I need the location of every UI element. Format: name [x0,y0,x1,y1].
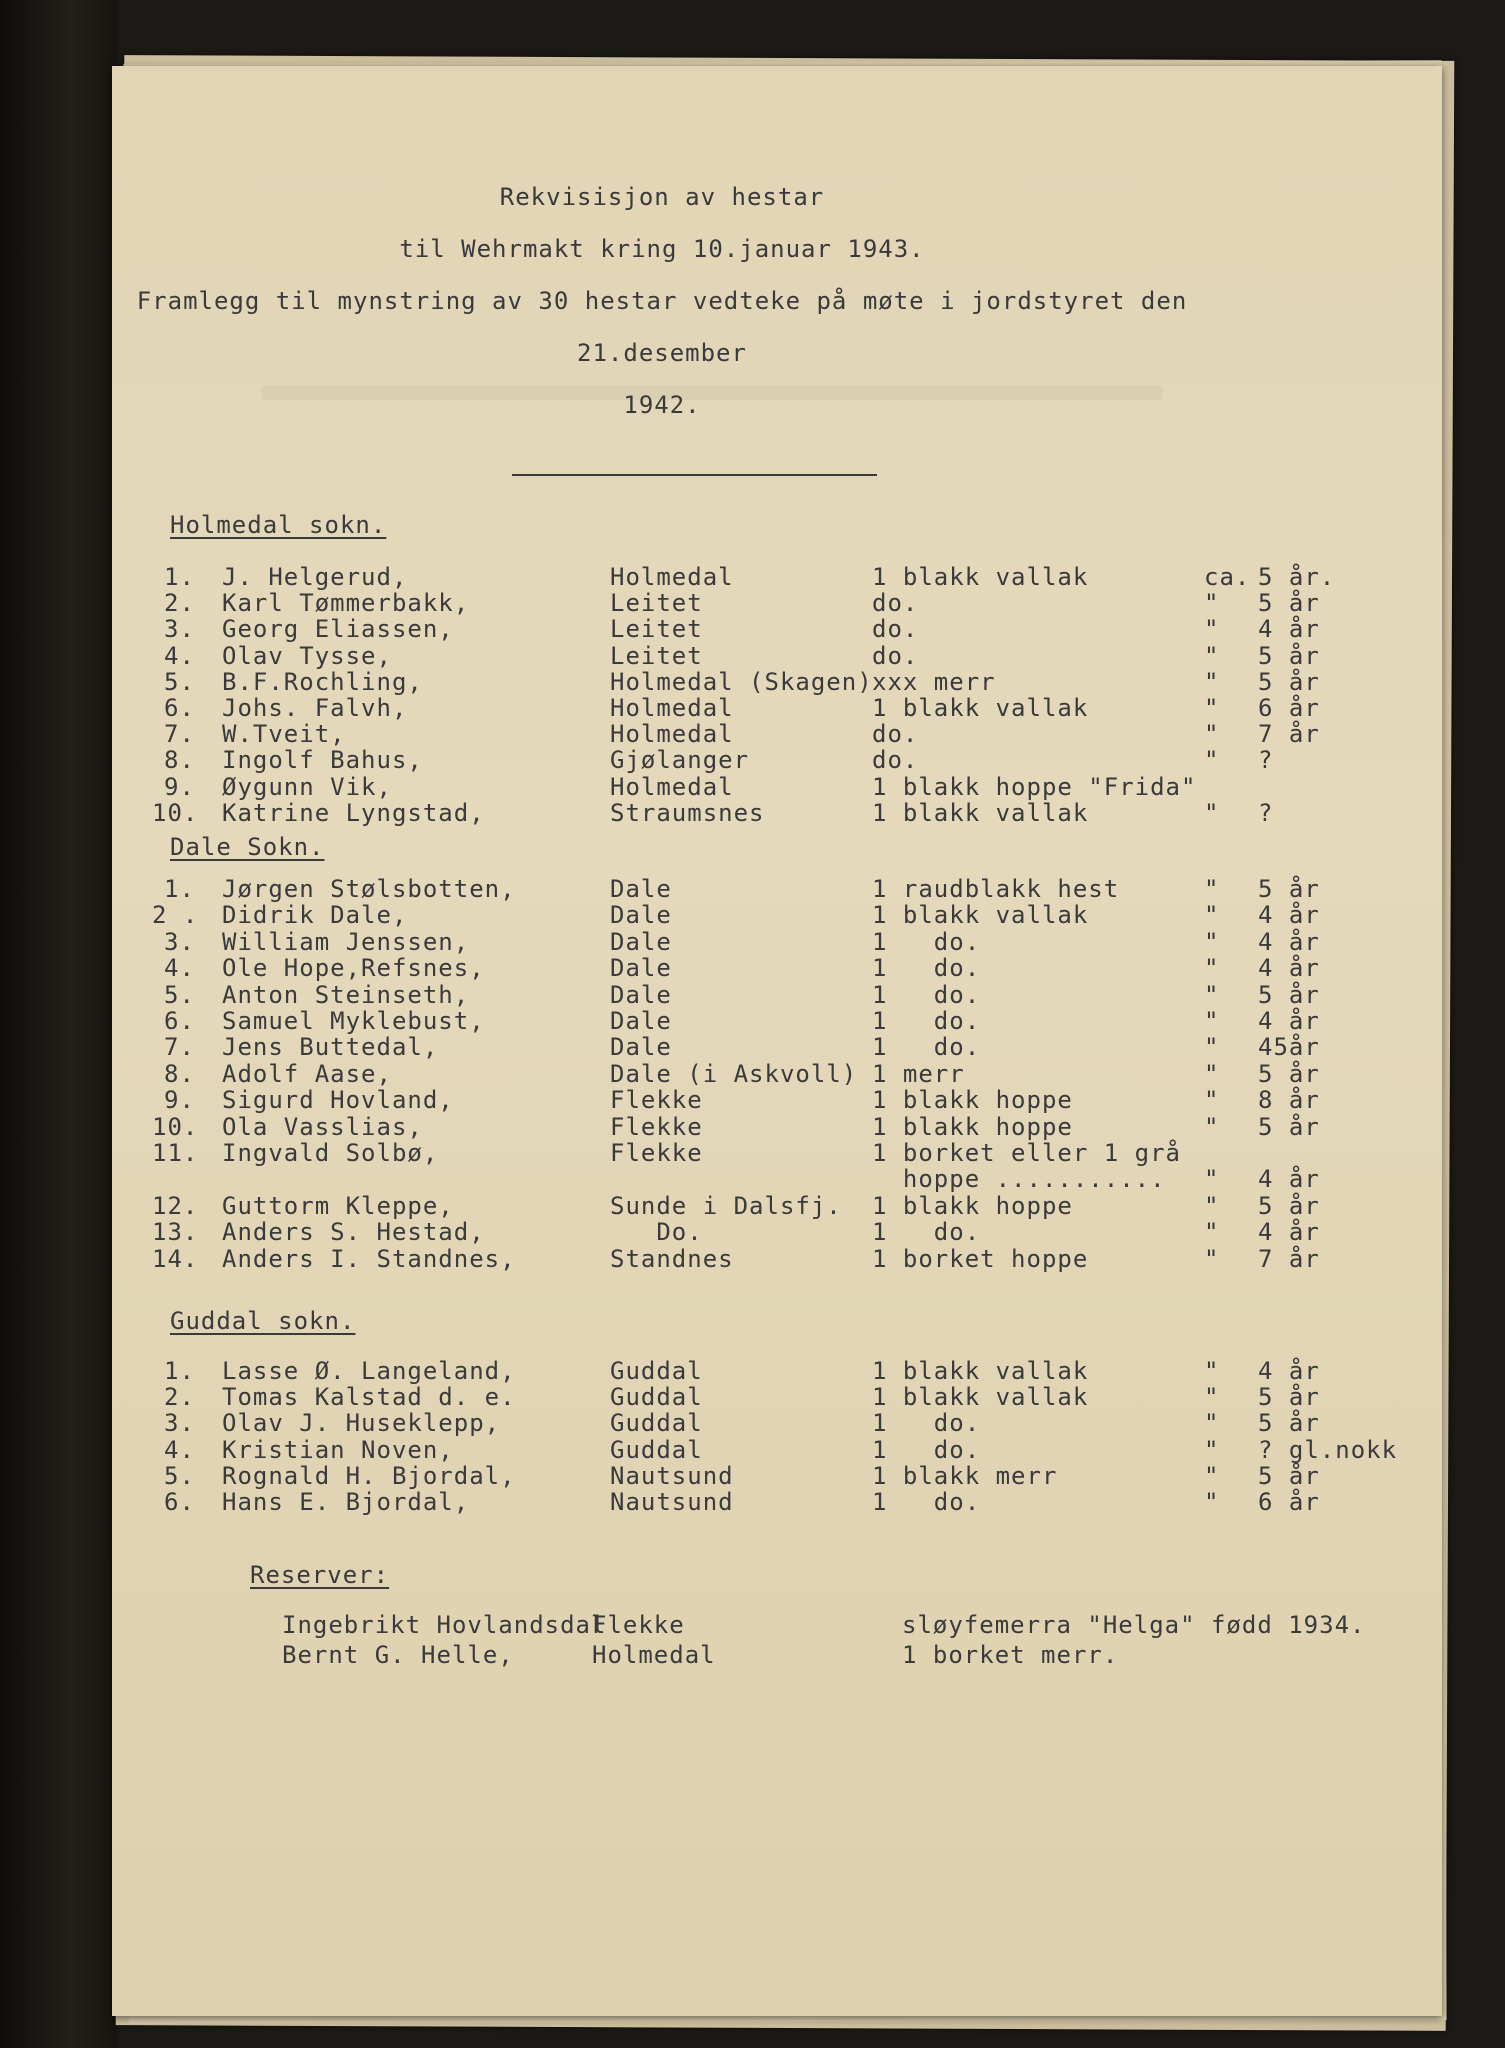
row-no: 4. [164,641,195,670]
section-heading: Holmedal sokn. [170,511,387,539]
row-no: 6. [164,694,195,722]
title-line-5: 1942. [623,391,701,419]
section-heading: Dale Sokn. [170,833,325,861]
row-age: 4 år [1258,1357,1320,1385]
row-horse: do. [872,641,919,670]
document-page [112,66,1442,2016]
row-ditto: " [1204,1086,1220,1115]
row-name: Guttorm Kleppe, [222,1191,454,1220]
row-no: 14. [152,1244,199,1273]
row-no: 2. [164,1383,195,1412]
row-age: 4 år [1258,901,1320,930]
row-place: Dale [610,901,672,930]
row-horse: 1 do. [872,927,981,956]
row-ditto: " [1204,980,1220,1009]
reserve-horse: 1 borket merr. [902,1641,1119,1669]
row-no: 6. [164,1488,195,1516]
row-place: Holmedal (Skagen) [610,667,873,696]
row-age: ? [1258,798,1274,827]
row-age: 4 år [1258,954,1320,983]
title-line-4: 21.desember [577,339,747,367]
row-age: 4 år [1258,1218,1320,1247]
row-ditto: " [1204,1165,1220,1194]
row-place: Dale [610,875,672,903]
row-horse: 1 do. [872,1409,981,1438]
row-place: Dale [610,954,672,983]
row-name: Anton Steinseth, [222,980,470,1009]
row-place: Gjølanger [610,746,750,775]
row-horse: 1 blakk vallak [872,798,1089,827]
row-name: Rognald H. Bjordal, [222,1461,516,1490]
row-horse: 1 do. [872,954,981,983]
row-age: 5 år [1258,980,1320,1009]
row-age: 7 år [1258,720,1320,749]
row-ditto: " [1204,927,1220,956]
row-age: 5 år [1258,1112,1320,1141]
row-ditto: " [1204,875,1220,903]
row-ditto: " [1204,589,1220,618]
row-ditto: " [1204,954,1220,983]
row-ditto: " [1204,641,1220,670]
row-place: Dale [610,980,672,1009]
row-name: Jørgen Stølsbotten, [222,875,516,903]
row-no: 2 . [152,901,199,930]
row-place: Flekke [610,1086,703,1115]
row-horse: do. [872,615,919,644]
row-no: 3. [164,1409,195,1438]
row-age: 5 år [1258,589,1320,618]
row-no: 1. [164,563,195,591]
title-divider [512,474,877,476]
row-no: 4. [164,954,195,983]
row-name: Anders S. Hestad, [222,1218,485,1247]
title-line-3: Framlegg til mynstring av 30 hestar vedteke på møte i jordstyret den [136,287,1188,315]
row-age: 5 år [1258,1461,1320,1490]
row-age: 4 år [1258,927,1320,956]
row-horse: 1 do. [872,1033,981,1062]
row-horse: 1 blakk vallak [872,1383,1089,1412]
row-horse: 1 blakk hoppe [872,1112,1073,1141]
row-name: Hans E. Bjordal, [222,1488,470,1516]
title-line-2: til Wehrmakt kring 10.januar 1943. [399,235,925,263]
row-name: W.Tveit, [222,720,346,749]
row-ditto: " [1204,1461,1220,1490]
row-no: 3. [164,615,195,644]
row-horse: do. [872,720,919,749]
row-name: Adolf Aase, [222,1059,392,1088]
row-place: Nautsund [610,1461,734,1490]
row-ditto: " [1204,746,1220,775]
row-name: Ingolf Bahus, [222,746,423,775]
row-no: 9. [164,1086,195,1115]
row-ditto: " [1204,1383,1220,1412]
reserve-place: Holmedal [592,1641,716,1669]
row-age: 4 år [1258,1165,1320,1194]
row-place: Dale (i Askvoll) [610,1059,858,1088]
row-name: Katrine Lyngstad, [222,798,485,827]
row-no: 7. [164,720,195,749]
title-line-1: Rekvisisjon av hestar [499,183,825,211]
row-ditto: " [1204,798,1220,827]
row-ditto: " [1204,1409,1220,1438]
row-name: Jens Buttedal, [222,1033,439,1062]
row-horse: 1 do. [872,1218,981,1247]
row-age: 6 år [1258,694,1320,722]
row-ditto: " [1204,1191,1220,1220]
row-no: 12. [152,1191,199,1220]
row-name: Kristian Noven, [222,1435,454,1464]
row-place: Flekke [610,1139,703,1167]
row-ditto: " [1204,1033,1220,1062]
row-ditto: " [1204,615,1220,644]
row-no: 4. [164,1435,195,1464]
row-place: Guddal [610,1357,703,1385]
row-age: 5 år. [1258,563,1336,591]
row-horse: 1 blakk hoppe [872,1191,1073,1220]
row-horse: 1 merr [872,1059,965,1088]
row-age: 5 år [1258,1191,1320,1220]
row-place: Standnes [610,1244,734,1273]
row-age: 5 år [1258,641,1320,670]
row-no: 2. [164,589,195,618]
row-no: 3. [164,927,195,956]
row-no: 10. [152,798,199,827]
row-place: Leitet [610,615,703,644]
binder-edge [0,0,118,2048]
row-place: Leitet [610,641,703,670]
row-ditto: ca. [1204,563,1251,591]
row-place: Leitet [610,589,703,618]
row-place: Dale [610,1033,672,1062]
row-place: Flekke [610,1112,703,1141]
row-horse: 1 blakk hoppe "Frida" [872,772,1197,801]
row-name: Ole Hope,Refsnes, [222,954,485,983]
row-age: 5 år [1258,875,1320,903]
row-place: Holmedal [610,720,734,749]
row-horse: 1 blakk vallak [872,563,1089,591]
row-horse: 1 borket eller 1 grå [872,1139,1181,1167]
row-horse: 1 do. [872,1007,981,1035]
row-horse: 1 blakk hoppe [872,1086,1073,1115]
row-horse: 1 do. [872,1435,981,1464]
row-place: Holmedal [610,772,734,801]
row-age: 45år [1258,1033,1320,1062]
row-name: Sigurd Hovland, [222,1086,454,1115]
row-age: 5 år [1258,1383,1320,1412]
row-no: 5. [164,1461,195,1490]
row-ditto: " [1204,1488,1220,1516]
row-no: 6. [164,1007,195,1035]
row-name: Lasse Ø. Langeland, [222,1357,516,1385]
row-place: Sunde i Dalsfj. [610,1191,842,1220]
row-age: ? [1258,746,1274,775]
row-horse: xxx merr [872,667,996,696]
row-name: Øygunn Vik, [222,772,392,801]
row-ditto: " [1204,720,1220,749]
row-no: 9. [164,772,195,801]
row-name: Karl Tømmerbakk, [222,589,470,618]
row-place: Dale [610,927,672,956]
row-name: J. Helgerud, [222,563,408,591]
reserve-name: Ingebrikt Hovlandsdal [282,1611,607,1639]
reserve-place: Flekke [592,1611,685,1639]
section-heading: Guddal sokn. [170,1307,356,1335]
row-name: Johs. Falvh, [222,694,408,722]
row-no: 8. [164,746,195,775]
row-age: 4 år [1258,1007,1320,1035]
reserves-heading: Reserver: [250,1561,390,1589]
row-no: 1. [164,875,195,903]
row-ditto: " [1204,1357,1220,1385]
row-age: ? gl.nokk [1258,1435,1398,1464]
reserve-name: Bernt G. Helle, [282,1641,514,1669]
row-ditto: " [1204,1435,1220,1464]
row-name: Georg Eliassen, [222,615,454,644]
row-name: Didrik Dale, [222,901,408,930]
row-no: 8. [164,1059,195,1088]
row-horse: do. [872,746,919,775]
row-ditto: " [1204,1244,1220,1273]
row-name: Olav J. Huseklepp, [222,1409,501,1438]
row-horse: hoppe ........... [872,1165,1166,1194]
row-horse: 1 do. [872,980,981,1009]
row-horse: 1 borket hoppe [872,1244,1089,1273]
row-ditto: " [1204,667,1220,696]
row-no: 5. [164,667,195,696]
row-no: 5. [164,980,195,1009]
row-place: Do. [610,1218,703,1247]
row-place: Holmedal [610,563,734,591]
row-place: Guddal [610,1409,703,1438]
row-place: Straumsnes [610,798,765,827]
row-horse: 1 raudblakk hest [872,875,1120,903]
row-place: Dale [610,1007,672,1035]
row-horse: do. [872,589,919,618]
row-horse: 1 blakk merr [872,1461,1058,1490]
row-place: Holmedal [610,694,734,722]
row-name: Anders I. Standnes, [222,1244,516,1273]
reserve-horse: sløyfemerra "Helga" fødd 1934. [902,1611,1366,1639]
row-no: 11. [152,1139,199,1167]
row-ditto: " [1204,1112,1220,1141]
row-place: Guddal [610,1383,703,1412]
row-ditto: " [1204,901,1220,930]
row-no: 13. [152,1218,199,1247]
row-name: Ingvald Solbø, [222,1139,439,1167]
row-name: Tomas Kalstad d. e. [222,1383,516,1412]
row-age: 8 år [1258,1086,1320,1115]
row-place: Guddal [610,1435,703,1464]
row-age: 5 år [1258,667,1320,696]
row-ditto: " [1204,1059,1220,1088]
row-no: 7. [164,1033,195,1062]
row-age: 5 år [1258,1059,1320,1088]
row-ditto: " [1204,694,1220,722]
row-horse: 1 blakk vallak [872,694,1089,722]
row-age: 4 år [1258,615,1320,644]
row-age: 6 år [1258,1488,1320,1516]
row-no: 10. [152,1112,199,1141]
row-horse: 1 blakk vallak [872,1357,1089,1385]
row-name: William Jenssen, [222,927,470,956]
row-name: Olav Tysse, [222,641,392,670]
row-no: 1. [164,1357,195,1385]
row-age: 5 år [1258,1409,1320,1438]
row-ditto: " [1204,1007,1220,1035]
row-age: 7 år [1258,1244,1320,1273]
row-ditto: " [1204,1218,1220,1247]
row-name: Samuel Myklebust, [222,1007,485,1035]
row-name: B.F.Rochling, [222,667,423,696]
row-horse: 1 blakk vallak [872,901,1089,930]
row-name: Ola Vasslias, [222,1112,423,1141]
row-horse: 1 do. [872,1488,981,1516]
row-place: Nautsund [610,1488,734,1516]
